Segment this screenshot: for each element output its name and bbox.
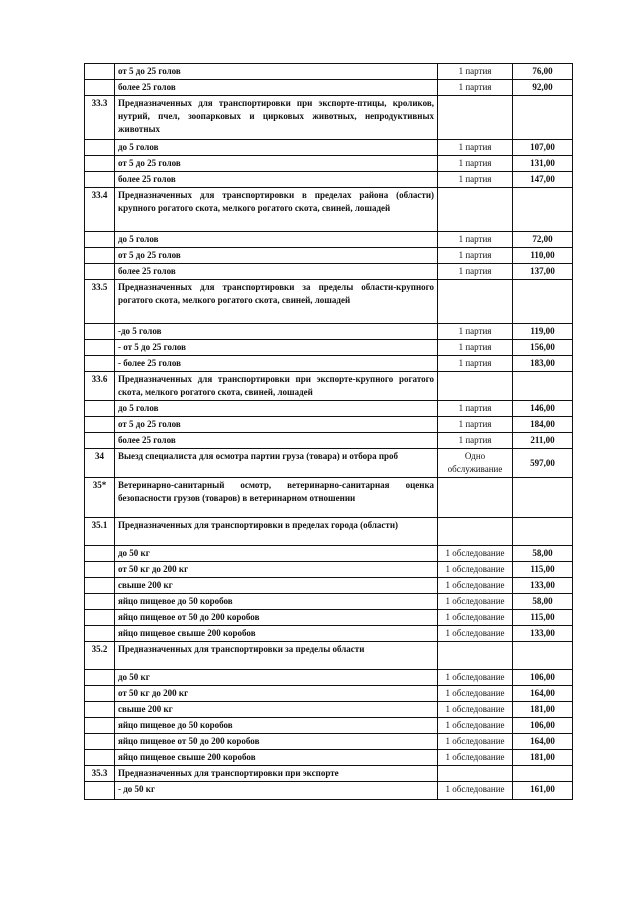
row-price: 110,00 [513, 248, 573, 264]
row-price: 72,00 [513, 232, 573, 248]
row-unit [438, 642, 513, 670]
row-price: 133,00 [513, 626, 573, 642]
table-row [85, 686, 573, 702]
row-description: Предназначенных для транспортировки при экспорте [115, 766, 438, 782]
row-description: Предназначенных для транспортировки за пределы области-крупного рогатого скота, мелкого рогатого скота, свиней, лошадей [115, 280, 438, 324]
table-row [85, 750, 573, 766]
row-unit: 1 партия [438, 340, 513, 356]
table-row [85, 401, 573, 417]
section-row [85, 96, 573, 140]
row-unit: 1 партия [438, 264, 513, 280]
row-unit [438, 280, 513, 324]
table-row [85, 417, 573, 433]
table-row [85, 670, 573, 686]
row-description: яйцо пищевое от 50 до 200 коробов [115, 610, 438, 626]
row-description: -до 5 голов [115, 324, 438, 340]
row-number [85, 546, 115, 562]
row-price [513, 372, 573, 401]
table-row [85, 594, 573, 610]
row-number [85, 248, 115, 264]
price-table-body [85, 64, 573, 800]
row-unit: 1 партия [438, 232, 513, 248]
table-row [85, 172, 573, 188]
row-price: 119,00 [513, 324, 573, 340]
row-number [85, 626, 115, 642]
table-row [85, 782, 573, 800]
row-number: 34 [85, 449, 115, 478]
row-description: Предназначенных для транспортировки в пределах города (области) [115, 518, 438, 546]
row-unit: 1 партия [438, 64, 513, 80]
row-unit: 1 партия [438, 433, 513, 449]
row-price: 181,00 [513, 702, 573, 718]
row-description: Предназначенных для транспортировки за пределы области [115, 642, 438, 670]
row-price: 58,00 [513, 546, 573, 562]
table-row [85, 64, 573, 80]
row-description: яйцо пищевое до 50 коробов [115, 594, 438, 610]
row-description: свыше 200 кг [115, 702, 438, 718]
table-row [85, 248, 573, 264]
row-price: 137,00 [513, 264, 573, 280]
row-price: 106,00 [513, 718, 573, 734]
section-row [85, 188, 573, 232]
row-price: 161,00 [513, 782, 573, 800]
row-price [513, 642, 573, 670]
row-unit [438, 372, 513, 401]
row-price: 115,00 [513, 562, 573, 578]
table-row [85, 546, 573, 562]
row-price: 107,00 [513, 140, 573, 156]
row-description: свыше 200 кг [115, 578, 438, 594]
row-unit: 1 обследование [438, 562, 513, 578]
row-description: яйцо пищевое свыше 200 коробов [115, 626, 438, 642]
row-unit: 1 обследование [438, 594, 513, 610]
row-description: Предназначенных для транспортировки при экспорте-крупного рогатого скота, мелкого рогатого скота, свиней, лошадей [115, 372, 438, 401]
row-number [85, 264, 115, 280]
row-number: 33.5 [85, 280, 115, 324]
row-price: 147,00 [513, 172, 573, 188]
row-unit: 1 обследование [438, 626, 513, 642]
row-number [85, 578, 115, 594]
row-unit: 1 партия [438, 140, 513, 156]
table-row [85, 578, 573, 594]
price-table [84, 63, 573, 800]
row-number [85, 64, 115, 80]
table-row [85, 156, 573, 172]
row-description: до 5 голов [115, 140, 438, 156]
row-number [85, 140, 115, 156]
row-number [85, 734, 115, 750]
row-number [85, 401, 115, 417]
row-unit: 1 партия [438, 401, 513, 417]
row-description: от 5 до 25 голов [115, 156, 438, 172]
row-description: более 25 голов [115, 80, 438, 96]
row-unit: 1 обследование [438, 782, 513, 800]
row-unit: 1 обследование [438, 610, 513, 626]
row-number [85, 750, 115, 766]
row-price [513, 280, 573, 324]
row-unit: 1 обследование [438, 686, 513, 702]
row-description: от 5 до 25 голов [115, 248, 438, 264]
row-number [85, 686, 115, 702]
row-price: 115,00 [513, 610, 573, 626]
row-description: яйцо пищевое от 50 до 200 коробов [115, 734, 438, 750]
table-row [85, 232, 573, 248]
section-row [85, 518, 573, 546]
row-description: яйцо пищевое до 50 коробов [115, 718, 438, 734]
section-row [85, 478, 573, 518]
row-price: 184,00 [513, 417, 573, 433]
row-number [85, 702, 115, 718]
row-description: Ветеринарно-санитарный осмотр, ветеринарно-санитарная оценка безопасности грузов (товаров) в ветеринарном отношении [115, 478, 438, 518]
row-number [85, 670, 115, 686]
row-number: 35.2 [85, 642, 115, 670]
row-number [85, 156, 115, 172]
row-price: 211,00 [513, 433, 573, 449]
row-number: 35.3 [85, 766, 115, 782]
table-row [85, 264, 573, 280]
row-description: яйцо пищевое свыше 200 коробов [115, 750, 438, 766]
row-description: более 25 голов [115, 264, 438, 280]
row-description: более 25 голов [115, 433, 438, 449]
row-number [85, 417, 115, 433]
row-number [85, 433, 115, 449]
row-number [85, 562, 115, 578]
row-price: 183,00 [513, 356, 573, 372]
row-description: от 50 кг до 200 кг [115, 686, 438, 702]
row-description: до 50 кг [115, 670, 438, 686]
row-number [85, 610, 115, 626]
table-row [85, 702, 573, 718]
row-number: 35.1 [85, 518, 115, 546]
row-price: 156,00 [513, 340, 573, 356]
row-description: до 5 голов [115, 401, 438, 417]
row-description: более 25 голов [115, 172, 438, 188]
row-unit: 1 партия [438, 80, 513, 96]
row-description: от 5 до 25 голов [115, 64, 438, 80]
row-number [85, 356, 115, 372]
section-row [85, 766, 573, 782]
table-row [85, 356, 573, 372]
row-unit [438, 478, 513, 518]
table-row [85, 324, 573, 340]
row-number: 33.6 [85, 372, 115, 401]
table-row [85, 562, 573, 578]
table-row [85, 626, 573, 642]
row-number [85, 324, 115, 340]
row-description: - от 5 до 25 голов [115, 340, 438, 356]
row-unit [438, 518, 513, 546]
table-row [85, 433, 573, 449]
row-unit: 1 обследование [438, 750, 513, 766]
row-unit: 1 обследование [438, 718, 513, 734]
row-unit: 1 обследование [438, 546, 513, 562]
section-row [85, 372, 573, 401]
row-number [85, 340, 115, 356]
section-row [85, 280, 573, 324]
row-price: 164,00 [513, 686, 573, 702]
row-description: Предназначенных для транспортировки в пределах района (области) крупного рогатого скота, мелкого рогатого скота, свиней, лошадей [115, 188, 438, 232]
row-number: 33.4 [85, 188, 115, 232]
row-price: 76,00 [513, 64, 573, 80]
row-price: 164,00 [513, 734, 573, 750]
row-unit [438, 766, 513, 782]
row-price: 181,00 [513, 750, 573, 766]
row-unit: 1 партия [438, 417, 513, 433]
row-price: 92,00 [513, 80, 573, 96]
row-number [85, 718, 115, 734]
row-description: Выезд специалиста для осмотра партии груза (товара) и отбора проб [115, 449, 438, 478]
row-number [85, 782, 115, 800]
row-price: 146,00 [513, 401, 573, 417]
table-row [85, 610, 573, 626]
row-unit: Одно обслуживание [438, 449, 513, 478]
row-unit [438, 188, 513, 232]
row-number: 35* [85, 478, 115, 518]
section-row [85, 449, 573, 478]
row-description: Предназначенных для транспортировки при экспорте-птицы, кроликов, нутрий, пчел, зоопарковых и цирковых животных, непродуктивных животных [115, 96, 438, 140]
row-unit: 1 партия [438, 356, 513, 372]
row-description: - более 25 голов [115, 356, 438, 372]
table-row [85, 340, 573, 356]
row-unit: 1 партия [438, 324, 513, 340]
row-number [85, 232, 115, 248]
table-row [85, 80, 573, 96]
row-number [85, 594, 115, 610]
row-price: 133,00 [513, 578, 573, 594]
row-unit [438, 96, 513, 140]
row-price [513, 766, 573, 782]
row-unit: 1 партия [438, 248, 513, 264]
row-price: 58,00 [513, 594, 573, 610]
row-price [513, 96, 573, 140]
row-price [513, 518, 573, 546]
row-number [85, 172, 115, 188]
section-row [85, 642, 573, 670]
row-unit: 1 партия [438, 172, 513, 188]
row-price: 106,00 [513, 670, 573, 686]
row-description: от 50 кг до 200 кг [115, 562, 438, 578]
row-number [85, 80, 115, 96]
row-unit: 1 обследование [438, 734, 513, 750]
row-unit: 1 обследование [438, 702, 513, 718]
row-description: от 5 до 25 голов [115, 417, 438, 433]
table-row [85, 718, 573, 734]
row-price: 131,00 [513, 156, 573, 172]
row-description: до 50 кг [115, 546, 438, 562]
row-description: до 5 голов [115, 232, 438, 248]
row-price [513, 478, 573, 518]
row-price [513, 188, 573, 232]
row-unit: 1 партия [438, 156, 513, 172]
row-description: - до 50 кг [115, 782, 438, 800]
row-unit: 1 обследование [438, 578, 513, 594]
table-row [85, 734, 573, 750]
row-unit: 1 обследование [438, 670, 513, 686]
table-row [85, 140, 573, 156]
row-number: 33.3 [85, 96, 115, 140]
row-price: 597,00 [513, 449, 573, 478]
